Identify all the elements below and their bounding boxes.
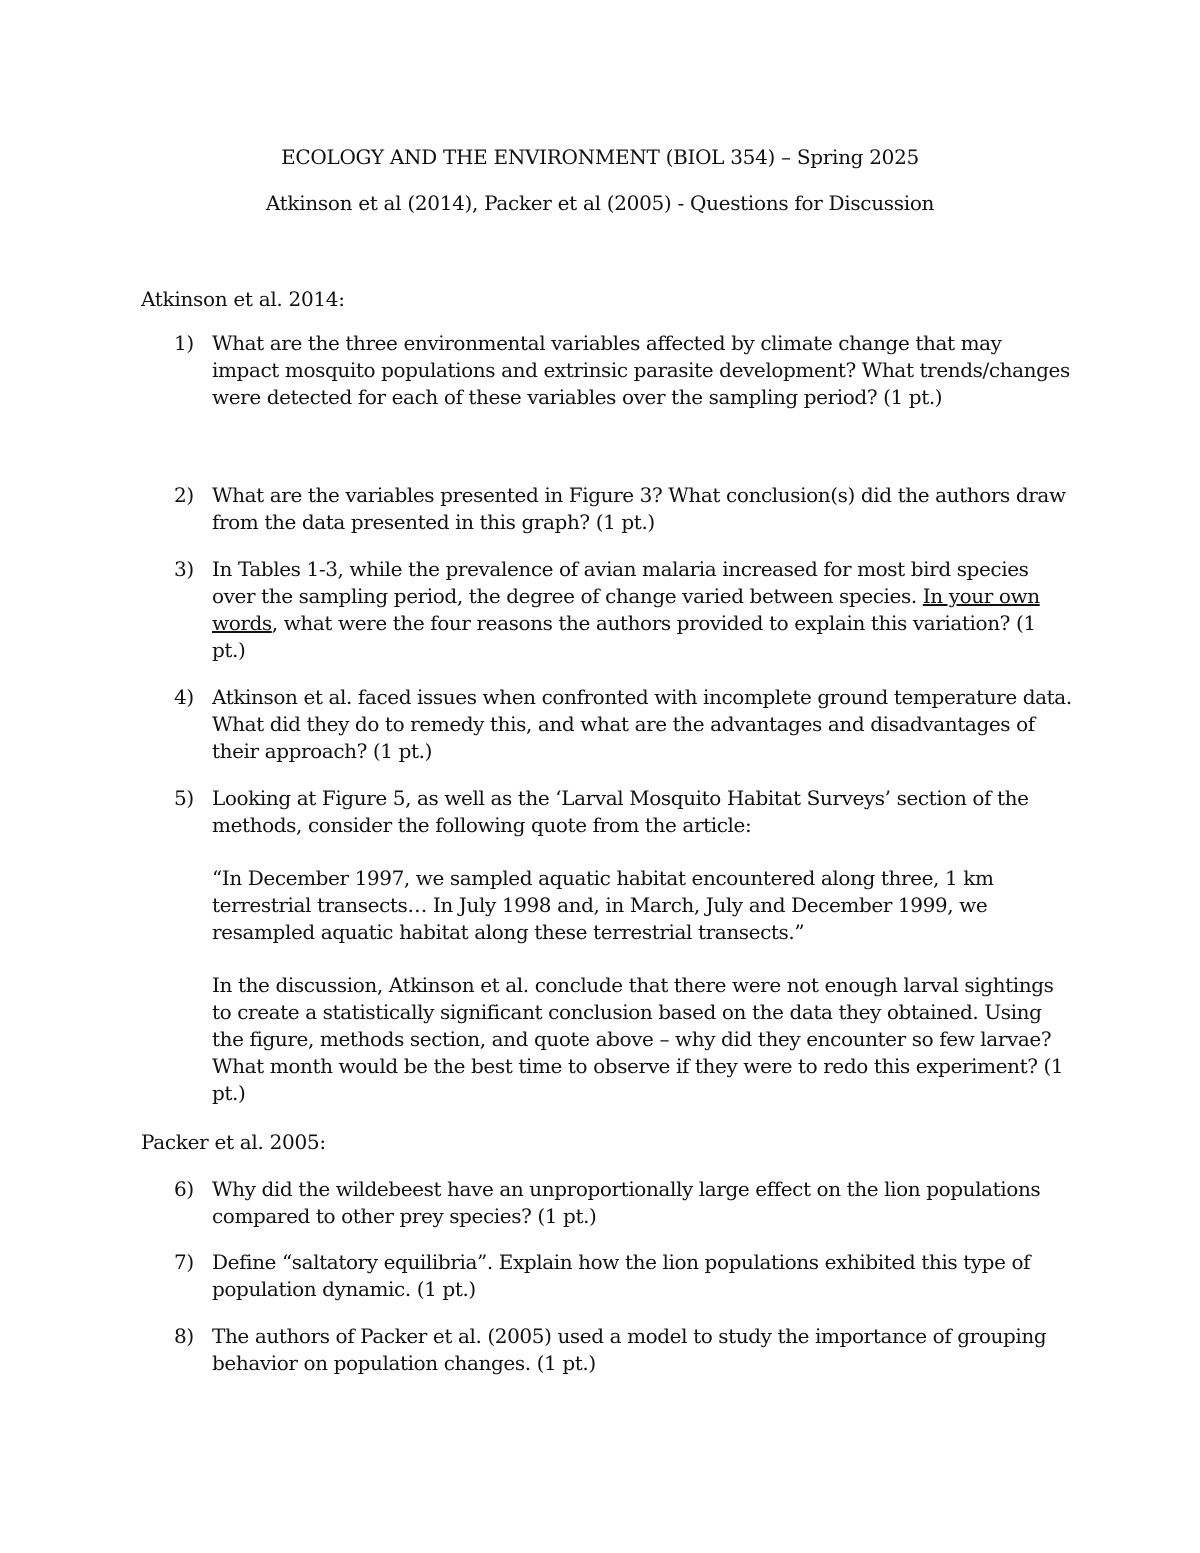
question-number: 8) [174, 1324, 194, 1348]
question-number: 4) [174, 685, 194, 709]
article-quote: “In December 1997, we sampled aquatic habitat encountered along three, 1 km terrestrial transects… In July 1998 and, in March, July and December 1999, we resampled aquatic habitat along these terrestrial transects.” [212, 866, 994, 944]
page-subtitle: Atkinson et al (2014), Packer et al (2005) - Questions for Discussion [265, 191, 935, 215]
question-number: 6) [174, 1177, 194, 1201]
question-text: What are the variables presented in Figure 3? What conclusion(s) did the authors draw from the data presented in this graph? (1 pt.) [212, 483, 1066, 534]
question-number: 2) [174, 483, 194, 507]
question-text-part: , what were the four reasons the authors provided to explain this variation? (1 pt.) [212, 611, 1036, 662]
page-title: ECOLOGY AND THE ENVIRONMENT (BIOL 354) – Spring 2025 [281, 145, 919, 169]
question-text: Define “saltatory equilibria”. Explain how the lion populations exhibited this type of population dynamic. (1 pt.) [212, 1250, 1031, 1301]
question-number: 3) [174, 557, 194, 581]
section-heading-packer: Packer et al. 2005: [141, 1130, 326, 1154]
question-text: Atkinson et al. faced issues when confronted with incomplete ground temperature data. What did they do to remedy this, and what are the advantages and disadvantages of their approach? (1 pt.) [212, 685, 1072, 763]
question-number: 5) [174, 786, 194, 810]
underlined-phrase: In your own words [212, 584, 1040, 635]
question-text [212, 556, 1072, 664]
question-text-part: In Tables 1-3, while the prevalence of avian malaria increased for most bird species over the sampling period, the degree of change varied between species. [212, 557, 1029, 608]
section-heading-atkinson: Atkinson et al. 2014: [141, 287, 345, 311]
question-text: The authors of Packer et al. (2005) used a model to study the importance of grouping behavior on population changes. (1 pt.) [212, 1324, 1047, 1375]
question-intro: Looking at Figure 5, as well as the ‘Larval Mosquito Habitat Surveys’ section of the methods, consider the following quote from the article: [212, 786, 1029, 837]
question-number: 1) [174, 331, 194, 355]
question-text: What are the three environmental variables affected by climate change that may impact mosquito populations and extrinsic parasite development? What trends/changes were detected for each of these variables over the sampling period? (1 pt.) [212, 331, 1070, 409]
question-body [212, 785, 1072, 1107]
question-text: Why did the wildebeest have an unproportionally large effect on the lion populations compared to other prey species? (1 pt.) [212, 1177, 1041, 1228]
question-number: 7) [174, 1250, 194, 1274]
question-discussion: In the discussion, Atkinson et al. conclude that there were not enough larval sightings to create a statistically significant conclusion based on the data they obtained. Using the figure, methods section, and quote above – why did they encounter so few larvae? What month would be the best time to observe if they were to redo this experiment? (1 pt.) [212, 973, 1064, 1105]
